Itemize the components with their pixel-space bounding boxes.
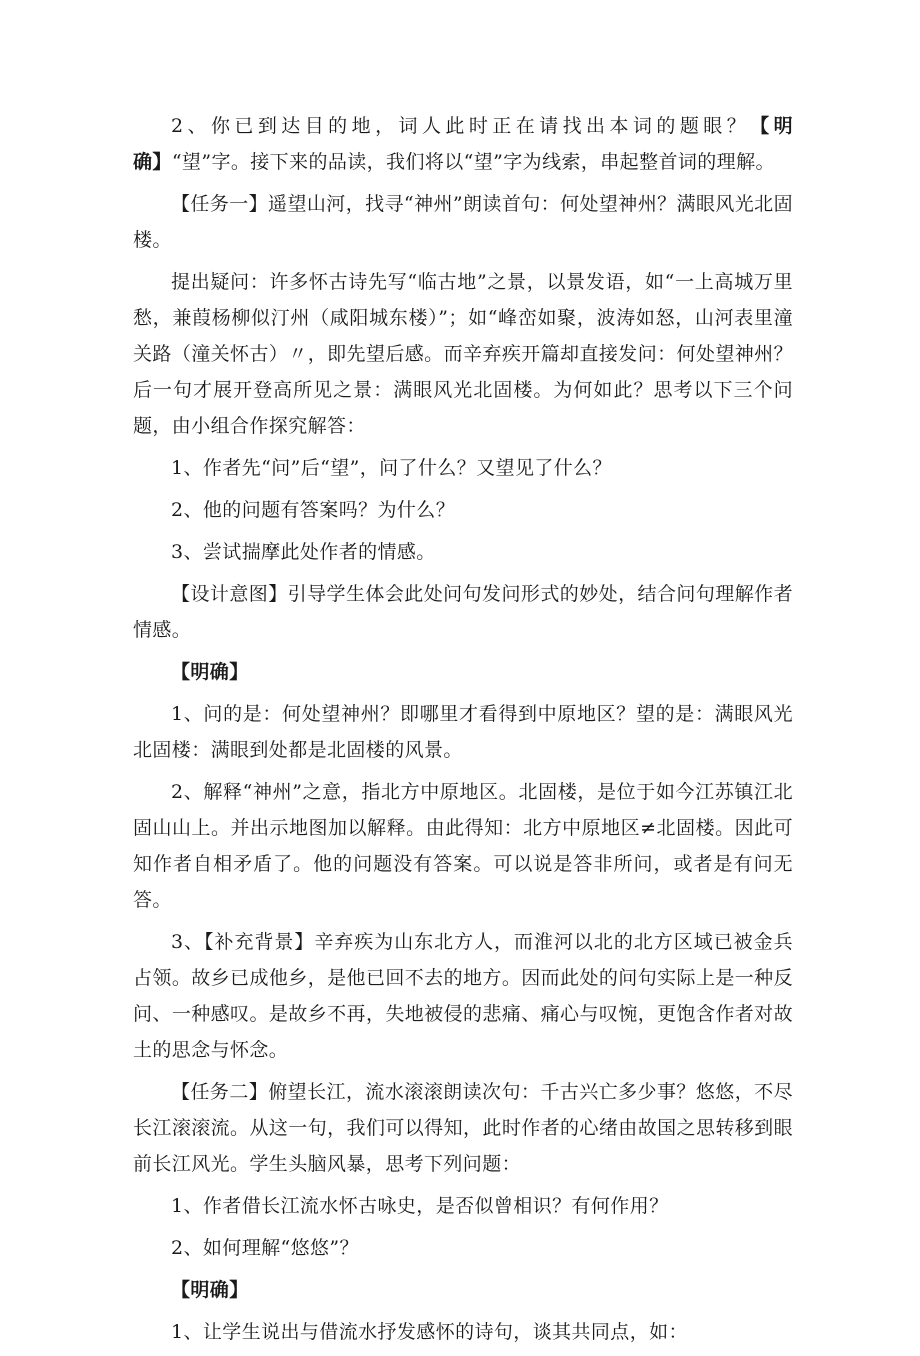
document-body — [133, 108, 793, 1356]
paragraph: 2、你已到达目的地，词人此时正在请找出本词的题眼？【明确】“望”字。接下来的品读，我们将以“望”字为线索，串起整首词的理解。 — [133, 115, 793, 173]
paragraph: 【任务一】遥望山河，找寻“神州”朗读首句：何处望神州？满眼风光北固楼。 — [133, 193, 793, 251]
paragraph: 1、作者先“问”后“望”，问了什么？又望见了什么？ — [171, 457, 612, 479]
bold-marker: 【明确】 — [171, 1279, 249, 1301]
paragraph: 1、问的是：何处望神州？即哪里才看得到中原地区？望的是：满眼风光北固楼：满眼到处都是北固楼的风景。 — [133, 703, 793, 761]
paragraph — [133, 1272, 793, 1308]
paragraph: 1、作者借长江流水怀古咏史，是否似曾相识？有何作用？ — [171, 1195, 669, 1217]
paragraph: 2、解释“神州”之意，指北方中原地区。北固楼，是位于如今江苏镇江北固山山上。并出示地图加以解释。由此得知：北方中原地区≠北固楼。因此可知作者自相矛盾了。他的问题没有答案。可以说是答非所问，或者是有问无答。 — [133, 781, 793, 911]
paragraph: 3、【补充背景】辛弃疾为山东北方人，而淮河以北的北方区域已被金兵占领。故乡已成他乡，是他已回不去的地方。因而此处的问句实际上是一种反问、一种感叹。是故乡不再，失地被侵的悲痛、痛心与叹惋，更饱含作者对故土的思念与怀念。 — [133, 931, 793, 1061]
paragraph: 1、让学生说出与借流水抒发感怀的诗句，谈其共同点，如： — [171, 1321, 688, 1343]
paragraph: 2、如何理解“悠悠”？ — [171, 1237, 359, 1259]
paragraph: 2、他的问题有答案吗？为什么？ — [171, 499, 456, 521]
paragraph: 【任务二】俯望长江，流水滚滚朗读次句：千古兴亡多少事？悠悠，不尽长江滚滚流。从这一句，我们可以得知，此时作者的心绪由故国之思转移到眼前长江风光。学生头脑风暴，思考下列问题： — [133, 1081, 793, 1175]
paragraph: 3、尝试揣摩此处作者的情感。 — [171, 541, 436, 563]
paragraph: 提出疑问：许多怀古诗先写“临古地”之景，以景发语，如“一上高城万里愁，兼葭杨柳似汀州（咸阳城东楼）”；如“峰峦如聚，波涛如怒，山河表里潼关路（潼关怀古）〃，即先望后感。而辛弃疾开篇却直接发问：何处望神州？后一句才展开登高所见之景：满眼风光北固楼。为何如此？思考以下三个问题，由小组合作探究解答： — [133, 271, 793, 437]
bold-marker: 【明确】 — [171, 661, 249, 683]
paragraph — [133, 654, 793, 690]
paragraph: 【设计意图】引导学生体会此处问句发问形式的妙处，结合问句理解作者情感。 — [133, 583, 793, 641]
bold-marker: 【明确】 — [133, 115, 793, 173]
